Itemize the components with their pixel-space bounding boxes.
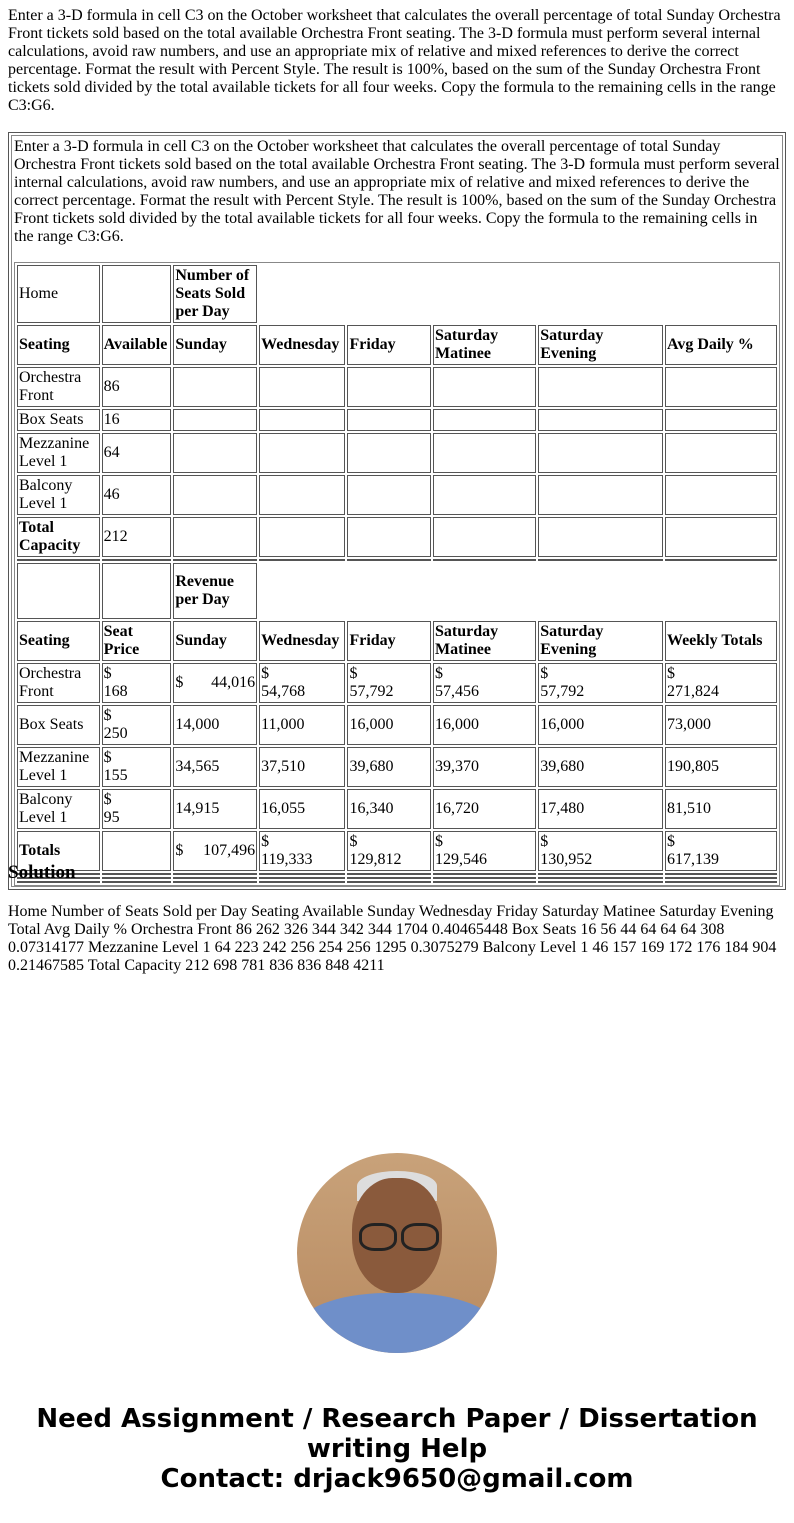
footer-banner: [0, 1404, 794, 1494]
title-row: [17, 265, 777, 323]
table-cell: 14,915: [173, 789, 257, 829]
table-cell: Wednesday: [259, 325, 345, 365]
table-row: [17, 409, 777, 431]
table-cell: Friday: [347, 621, 431, 661]
table-cell: $ 57,792: [538, 663, 663, 703]
table-cell: Orchestra Front: [17, 663, 100, 703]
table-row: [17, 433, 777, 473]
table-cell: $ 129,546: [433, 831, 536, 871]
table-cell: $ 617,139: [665, 831, 777, 871]
table-row: [17, 705, 777, 745]
table-cell: 34,565: [173, 747, 257, 787]
footer-help-text: Need Assignment / Research Paper / Dissertation writing Help: [36, 1404, 758, 1464]
table-cell: [433, 433, 536, 473]
table-cell: [665, 517, 777, 557]
question-text-repeat: Enter a 3-D formula in cell C3 on the October worksheet that calculates the overall percentage of total Sunday Orchestra Front tickets sold based on the total available Orchestra Front seating. The 3-D formula must perform several internal calculations, avoid raw numbers, and use an appropriate mix of relative and mixed references to derive the correct percentage. Format the result with Percent Style. The result is 100%, based on the sum of the Sunday Orchestra Front tickets sold divided by the total available tickets for all four weeks. Copy the formula to the remaining cells in the range C3:G6.: [14, 138, 780, 245]
table-cell: [102, 563, 172, 619]
table-cell: Revenue per Day: [173, 563, 257, 619]
table-cell: 16,000: [433, 705, 536, 745]
table-cell: 212: [102, 517, 172, 557]
table-cell: [347, 433, 431, 473]
table-cell: Mezzanine Level 1: [17, 747, 100, 787]
table-cell: [173, 475, 257, 515]
table-cell: Totals: [17, 831, 100, 871]
separator-row: [17, 559, 777, 561]
table-cell: $ 107,496: [173, 831, 257, 871]
table-cell: Friday: [347, 325, 431, 365]
table-cell: $ 95: [102, 789, 172, 829]
table-cell: Total Capacity: [17, 517, 100, 557]
table-cell: 16,055: [259, 789, 345, 829]
table-cell: 14,000: [173, 705, 257, 745]
table-row: [17, 517, 777, 557]
table-cell: Mezzanine Level 1: [17, 433, 100, 473]
question-table: [8, 132, 786, 890]
table-cell: Sunday: [173, 325, 257, 365]
table-cell: [259, 517, 345, 557]
table-cell: [538, 367, 663, 407]
table-cell: Balcony Level 1: [17, 475, 100, 515]
table-cell: 16,340: [347, 789, 431, 829]
table-cell: Seating: [17, 621, 100, 661]
table-cell: Weekly Totals: [665, 621, 777, 661]
table-cell: Avg Daily %: [665, 325, 777, 365]
table-cell: [665, 409, 777, 431]
table-cell: Saturday Matinee: [433, 621, 536, 661]
table-cell: 39,680: [347, 747, 431, 787]
table-cell: Box Seats: [17, 409, 100, 431]
footer-contact: Contact: drjack9650@gmail.com: [160, 1464, 634, 1494]
table-row: [17, 747, 777, 787]
table-cell: Balcony Level 1: [17, 789, 100, 829]
table-cell: Orchestra Front: [17, 367, 100, 407]
table-cell: Saturday Evening: [538, 621, 663, 661]
table-cell: [173, 433, 257, 473]
table-cell: Box Seats: [17, 705, 100, 745]
title-row: [17, 563, 777, 619]
data-table: [14, 262, 780, 886]
table-cell: [173, 367, 257, 407]
header-row: [17, 325, 777, 365]
question-text: Enter a 3-D formula in cell C3 on the October worksheet that calculates the overall percentage of total Sunday Orchestra Front tickets sold based on the total available Orchestra Front seating. The 3-D formula must perform several internal calculations, avoid raw numbers, and use an appropriate mix of relative and mixed references to derive the correct percentage. Format the result with Percent Style. The result is 100%, based on the sum of the Sunday Orchestra Front tickets sold divided by the total available tickets for all four weeks. Copy the formula to the remaining cells in the range C3:G6.: [8, 7, 781, 114]
table-cell: [17, 563, 100, 619]
table-cell: [259, 367, 345, 407]
table-cell: 16,720: [433, 789, 536, 829]
table-cell: 86: [102, 367, 172, 407]
author-photo: [297, 1153, 497, 1353]
table-cell: $ 119,333: [259, 831, 345, 871]
table-cell: 16: [102, 409, 172, 431]
table-cell: $ 130,952: [538, 831, 663, 871]
table-cell: 11,000: [259, 705, 345, 745]
table-cell: [433, 475, 536, 515]
table-cell: $ 44,016: [173, 663, 257, 703]
table-row: [17, 789, 777, 829]
table-cell: [102, 831, 172, 871]
separator-row: [17, 873, 777, 875]
table-cell: 64: [102, 433, 172, 473]
table-cell: 39,680: [538, 747, 663, 787]
table-cell: [665, 367, 777, 407]
table-cell: [433, 517, 536, 557]
table-cell: [347, 409, 431, 431]
separator-row: [17, 881, 777, 883]
table-cell: $ 155: [102, 747, 172, 787]
table-cell: [259, 475, 345, 515]
table-cell: [347, 367, 431, 407]
table-cell: 81,510: [665, 789, 777, 829]
separator-row: [17, 877, 777, 879]
table-cell: $ 250: [102, 705, 172, 745]
table-cell: $ 57,792: [347, 663, 431, 703]
table-cell: [433, 409, 536, 431]
table-cell: $ 168: [102, 663, 172, 703]
table-row: [17, 475, 777, 515]
table-cell: 16,000: [538, 705, 663, 745]
table-cell: [538, 475, 663, 515]
table-cell: [347, 517, 431, 557]
table-cell: Seating: [17, 325, 100, 365]
table-row: [17, 831, 777, 871]
table-cell: Saturday Evening: [538, 325, 663, 365]
table-cell: 46: [102, 475, 172, 515]
table-cell: [102, 265, 172, 323]
table-cell: $ 271,824: [665, 663, 777, 703]
table-cell: [538, 409, 663, 431]
table-cell: Saturday Matinee: [433, 325, 536, 365]
table-cell: [173, 409, 257, 431]
solution-heading: Solution: [8, 862, 76, 883]
table-cell: 73,000: [665, 705, 777, 745]
table-cell: [259, 409, 345, 431]
solution-text: Home Number of Seats Sold per Day Seating Available Sunday Wednesday Friday Saturday Matinee Saturday Evening Total Avg Daily % Orchestra Front 86 262 326 344 342 344 1704 0.40465448 Box Seats 16 56 44 64 64 64 308 0.07314177 Mezzanine Level 1 64 223 242 256 254 256 1295 0.3075279 Balcony Level 1 46 157 169 172 176 184 904 0.21467585 Total Capacity 212 698 781 836 836 848 4211: [8, 903, 777, 974]
table-cell: [665, 475, 777, 515]
table-cell: [347, 475, 431, 515]
table-cell: [665, 433, 777, 473]
table-cell: 17,480: [538, 789, 663, 829]
table-cell: 37,510: [259, 747, 345, 787]
table-cell: Seat Price: [102, 621, 172, 661]
table-cell: Available: [102, 325, 172, 365]
table-row: [17, 367, 777, 407]
table-cell: $ 129,812: [347, 831, 431, 871]
table-cell: $ 57,456: [433, 663, 536, 703]
table-cell: 39,370: [433, 747, 536, 787]
table-cell: [538, 433, 663, 473]
table-cell: [259, 433, 345, 473]
header-row: [17, 621, 777, 661]
table-cell: Wednesday: [259, 621, 345, 661]
table-cell: Number of Seats Sold per Day: [173, 265, 257, 323]
table-row: [17, 663, 777, 703]
table-cell: [538, 517, 663, 557]
table-cell: 190,805: [665, 747, 777, 787]
table-cell: $ 54,768: [259, 663, 345, 703]
table-cell: [433, 367, 536, 407]
table-cell: 16,000: [347, 705, 431, 745]
table-cell: Home: [17, 265, 100, 323]
table-cell: Sunday: [173, 621, 257, 661]
table-cell: [173, 517, 257, 557]
